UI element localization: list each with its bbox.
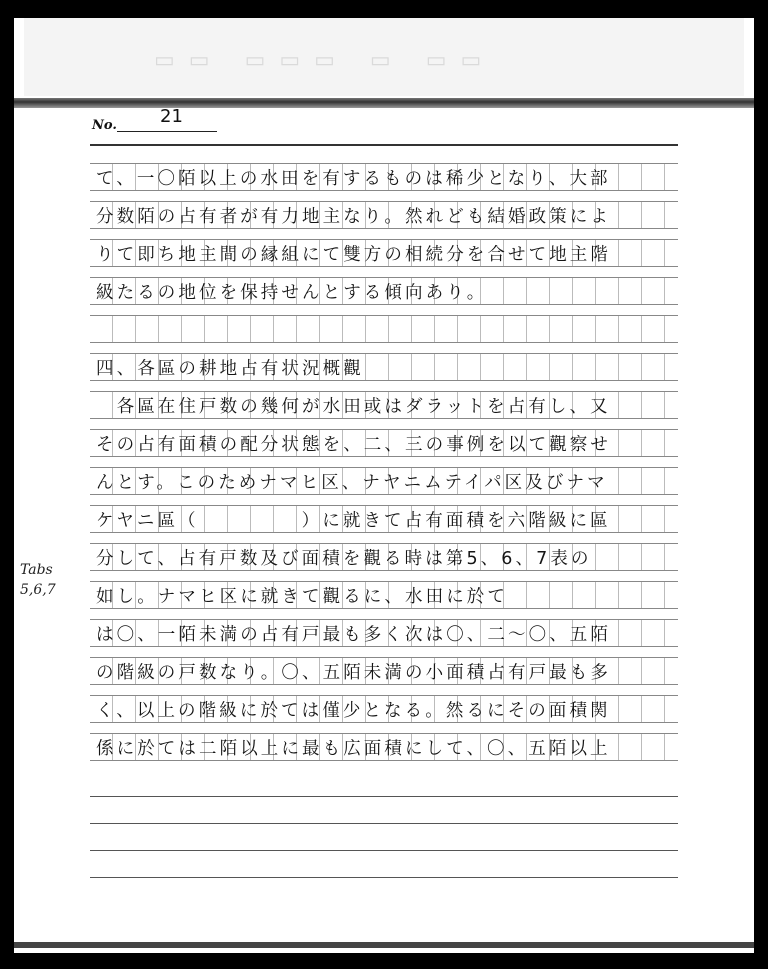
bottom-edge [14, 942, 754, 948]
manuscript-line [90, 429, 678, 457]
margin-annotation [20, 560, 80, 600]
manuscript-line [90, 695, 678, 723]
manuscript-line [90, 239, 678, 267]
line-text: 各區在住戸数の幾何が水田或はダラットを占有し、又 [96, 396, 611, 417]
line-text: の階級の戸数なり。〇、五陌未満の小面積占有戸最も多 [96, 662, 611, 683]
line-text: 係に於ては二陌以上に最も広面積にして、〇、五陌以上 [96, 738, 611, 759]
manuscript-line [90, 353, 678, 381]
page-number-underline [117, 131, 217, 132]
margin-annotation-line: 5,6,7 [20, 582, 56, 598]
page-number: 21 [160, 106, 183, 127]
blank-rule [90, 850, 678, 851]
line-text: 分して、占有戸数及び面積を觀る時は第5、6、7表の [96, 548, 592, 569]
overlapping-page-strip [24, 18, 744, 96]
binding-edge [14, 98, 754, 108]
line-text: く、以上の階級に於ては僅少となる。然るにその面積関 [96, 700, 611, 721]
margin-annotation-line: Tabs [20, 562, 53, 578]
manuscript-line [90, 201, 678, 229]
page-number-label: No. [92, 118, 117, 133]
line-text: 如し。ナマヒ区に就きて觀るに、水田に於て [96, 586, 508, 607]
line-text: 級たるの地位を保持せんとする傾向あり。 [96, 282, 488, 303]
manuscript-paper [14, 18, 754, 953]
blank-rule [90, 823, 678, 824]
header-rule [90, 144, 678, 146]
manuscript-line [90, 657, 678, 685]
manuscript-line [90, 505, 678, 533]
manuscript-line [90, 391, 678, 419]
line-text: その占有面積の配分状態を、二、三の事例を以て觀察せ [96, 434, 611, 455]
manuscript-line [90, 581, 678, 609]
line-text: 四、各區の耕地占有状況概觀 [96, 358, 364, 379]
line-text: んとす。このためナマヒ区、ナヤニムテイパ区及びナマ [96, 472, 608, 493]
line-text: て、一〇陌以上の水田を有するものは稀少となり、大部 [96, 168, 611, 189]
faint-show-through-text: ▭▭ ▭▭▭ ▭ ▭▭ [154, 48, 496, 73]
manuscript-line [90, 543, 678, 571]
line-text: ケヤニ區（ ）に就きて占有面積を六階級に區 [96, 510, 611, 531]
manuscript-line [90, 277, 678, 305]
manuscript-line [90, 315, 678, 343]
manuscript-line [90, 619, 678, 647]
manuscript-line [90, 163, 678, 191]
blank-rule [90, 877, 678, 878]
blank-rule [90, 796, 678, 797]
manuscript-line [90, 467, 678, 495]
line-text: りて即ち地主間の縁組にて雙方の相続分を合せて地主階 [96, 244, 611, 265]
manuscript-line [90, 733, 678, 761]
line-text: は〇、一陌未満の占有戸最も多く次は〇、二～〇、五陌 [96, 624, 611, 645]
line-text: 分数陌の占有者が有力地主なり。然れども結婚政策によ [96, 206, 611, 227]
